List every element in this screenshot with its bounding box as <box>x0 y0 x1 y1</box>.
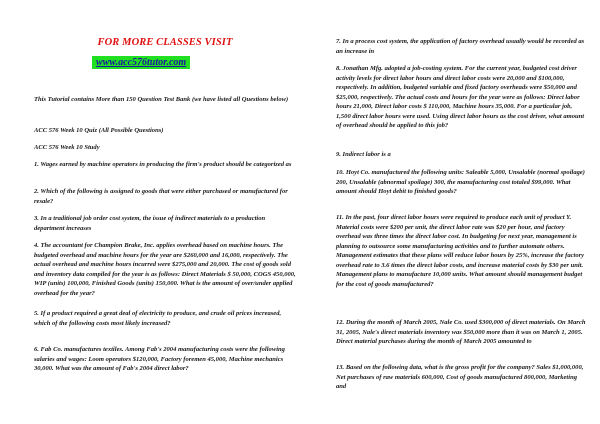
promo-link[interactable]: www.acc576tutor.com <box>92 56 190 69</box>
question-7: 7. In a process cost system, the application of factory overhead usually would be recorded as an increase in <box>336 38 585 55</box>
question-9: 9. Indirect labor is a <box>336 151 391 158</box>
question-2: 2. Which of the following is assigned to goods that were either purchased or manufactured for resale? <box>34 188 288 205</box>
question-5: 5. If a product required a great deal of electricity to produce, and crude oil prices increased, which of the following costs most likely increased? <box>34 310 282 327</box>
question-4: 4. The accountant for Champion Brake, Inc. applies overhead based on machine hours. The budgeted overhead and machine hours for the year are $260,000 and 16,000, respectively. The actual overhead and machine hours incurred were $275,000 and 20,000. The cost of goods sold and inventory data compiled for the year is as follows: Direct Materials $ 50,000, COGS 450,000, WIP (units) 100,000, Finished Goods (units) 150,000. What is the amount of over/under applied overhead for the year? <box>34 242 296 297</box>
question-12: 12. During the month of March 2005, Nale Co. used $300,000 of direct materials. On March 31, 2005, Nale's direct materials inventory was $50,000 more than it was on March 1, 2005. Direct material purchases during the month of March 2005 amounted to <box>336 319 586 345</box>
study-title: ACC 576 Week 10 Study <box>34 144 100 151</box>
question-3: 3. In a traditional job order cost system, the issue of indirect materials to a production department increases <box>34 215 266 232</box>
question-11: 11. In the past, four direct labor hours were required to produce each unit of product Y. Material costs were $200 per unit, the direct labor rate was $20 per hour, and factory overhead was three times the direct labor cost. In budgeting for next year, management is planning to outsource some manufacturing activities and to further automate others. Management estimates that these plans will reduce labor hours by 25%, increase the factory overhead rate to 3.6 times the direct labor costs, and increase material costs by $30 per unit. Management plans to manufacture 10,000 units. What amount should management budget for the cost of goods manufactured? <box>336 214 585 288</box>
question-6: 6. Fab Co. manufactures textiles. Among Fab's 2004 manufacturing costs were the following salaries and wages: Loom operators $120,000, Factory foremen 45,000, Machine mechanics 30,000. What was the amount of Fab's 2004 direct labor? <box>34 346 285 372</box>
quiz-title: ACC 576 Week 10 Quiz (All Possible Questions) <box>34 127 164 134</box>
question-13: 13. Based on the following data, what is the gross profit for the company? Sales $1,000,000, Net purchases of raw materials 600,000, Cost of goods manufactured 800,000, Marketing and <box>336 364 584 390</box>
question-10: 10. Hoyt Co. manufactured the following units: Saleable 5,000, Unsalable (normal spoilage) 200, Unsalable (abnormal spoilage) 300, the manufacturing cost totaled $99,000. What amount should Hoyt debit to finished goods? <box>336 169 585 195</box>
question-1: 1. Wages earned by machine operators in producing the firm's product should be categorized as <box>34 161 292 168</box>
question-8: 8. Jonathan Mfg. adopted a job-costing system. For the current year, budgeted cost driver activity levels for direct labor hours and direct labor costs were 20,000 and $100,000, respectively. In addition, budgeted variable and fixed factory overheads were $50,000 and $25,000, respectively. The actual costs and hours for the year were as follows: Direct labor hours 21,000, Direct labor costs $ 110,000, Machine hours 35,000. For a particular job, 1,500 direct labor hours were used. Using direct labor hours as the cost driver, what amount of overhead should be applied to this job? <box>336 65 585 129</box>
promo-title: FOR MORE CLASSES VISIT <box>97 37 233 48</box>
intro-paragraph: This Tutorial contains More than 150 Question Test Bank (we have listed all Questions below) <box>34 96 289 103</box>
